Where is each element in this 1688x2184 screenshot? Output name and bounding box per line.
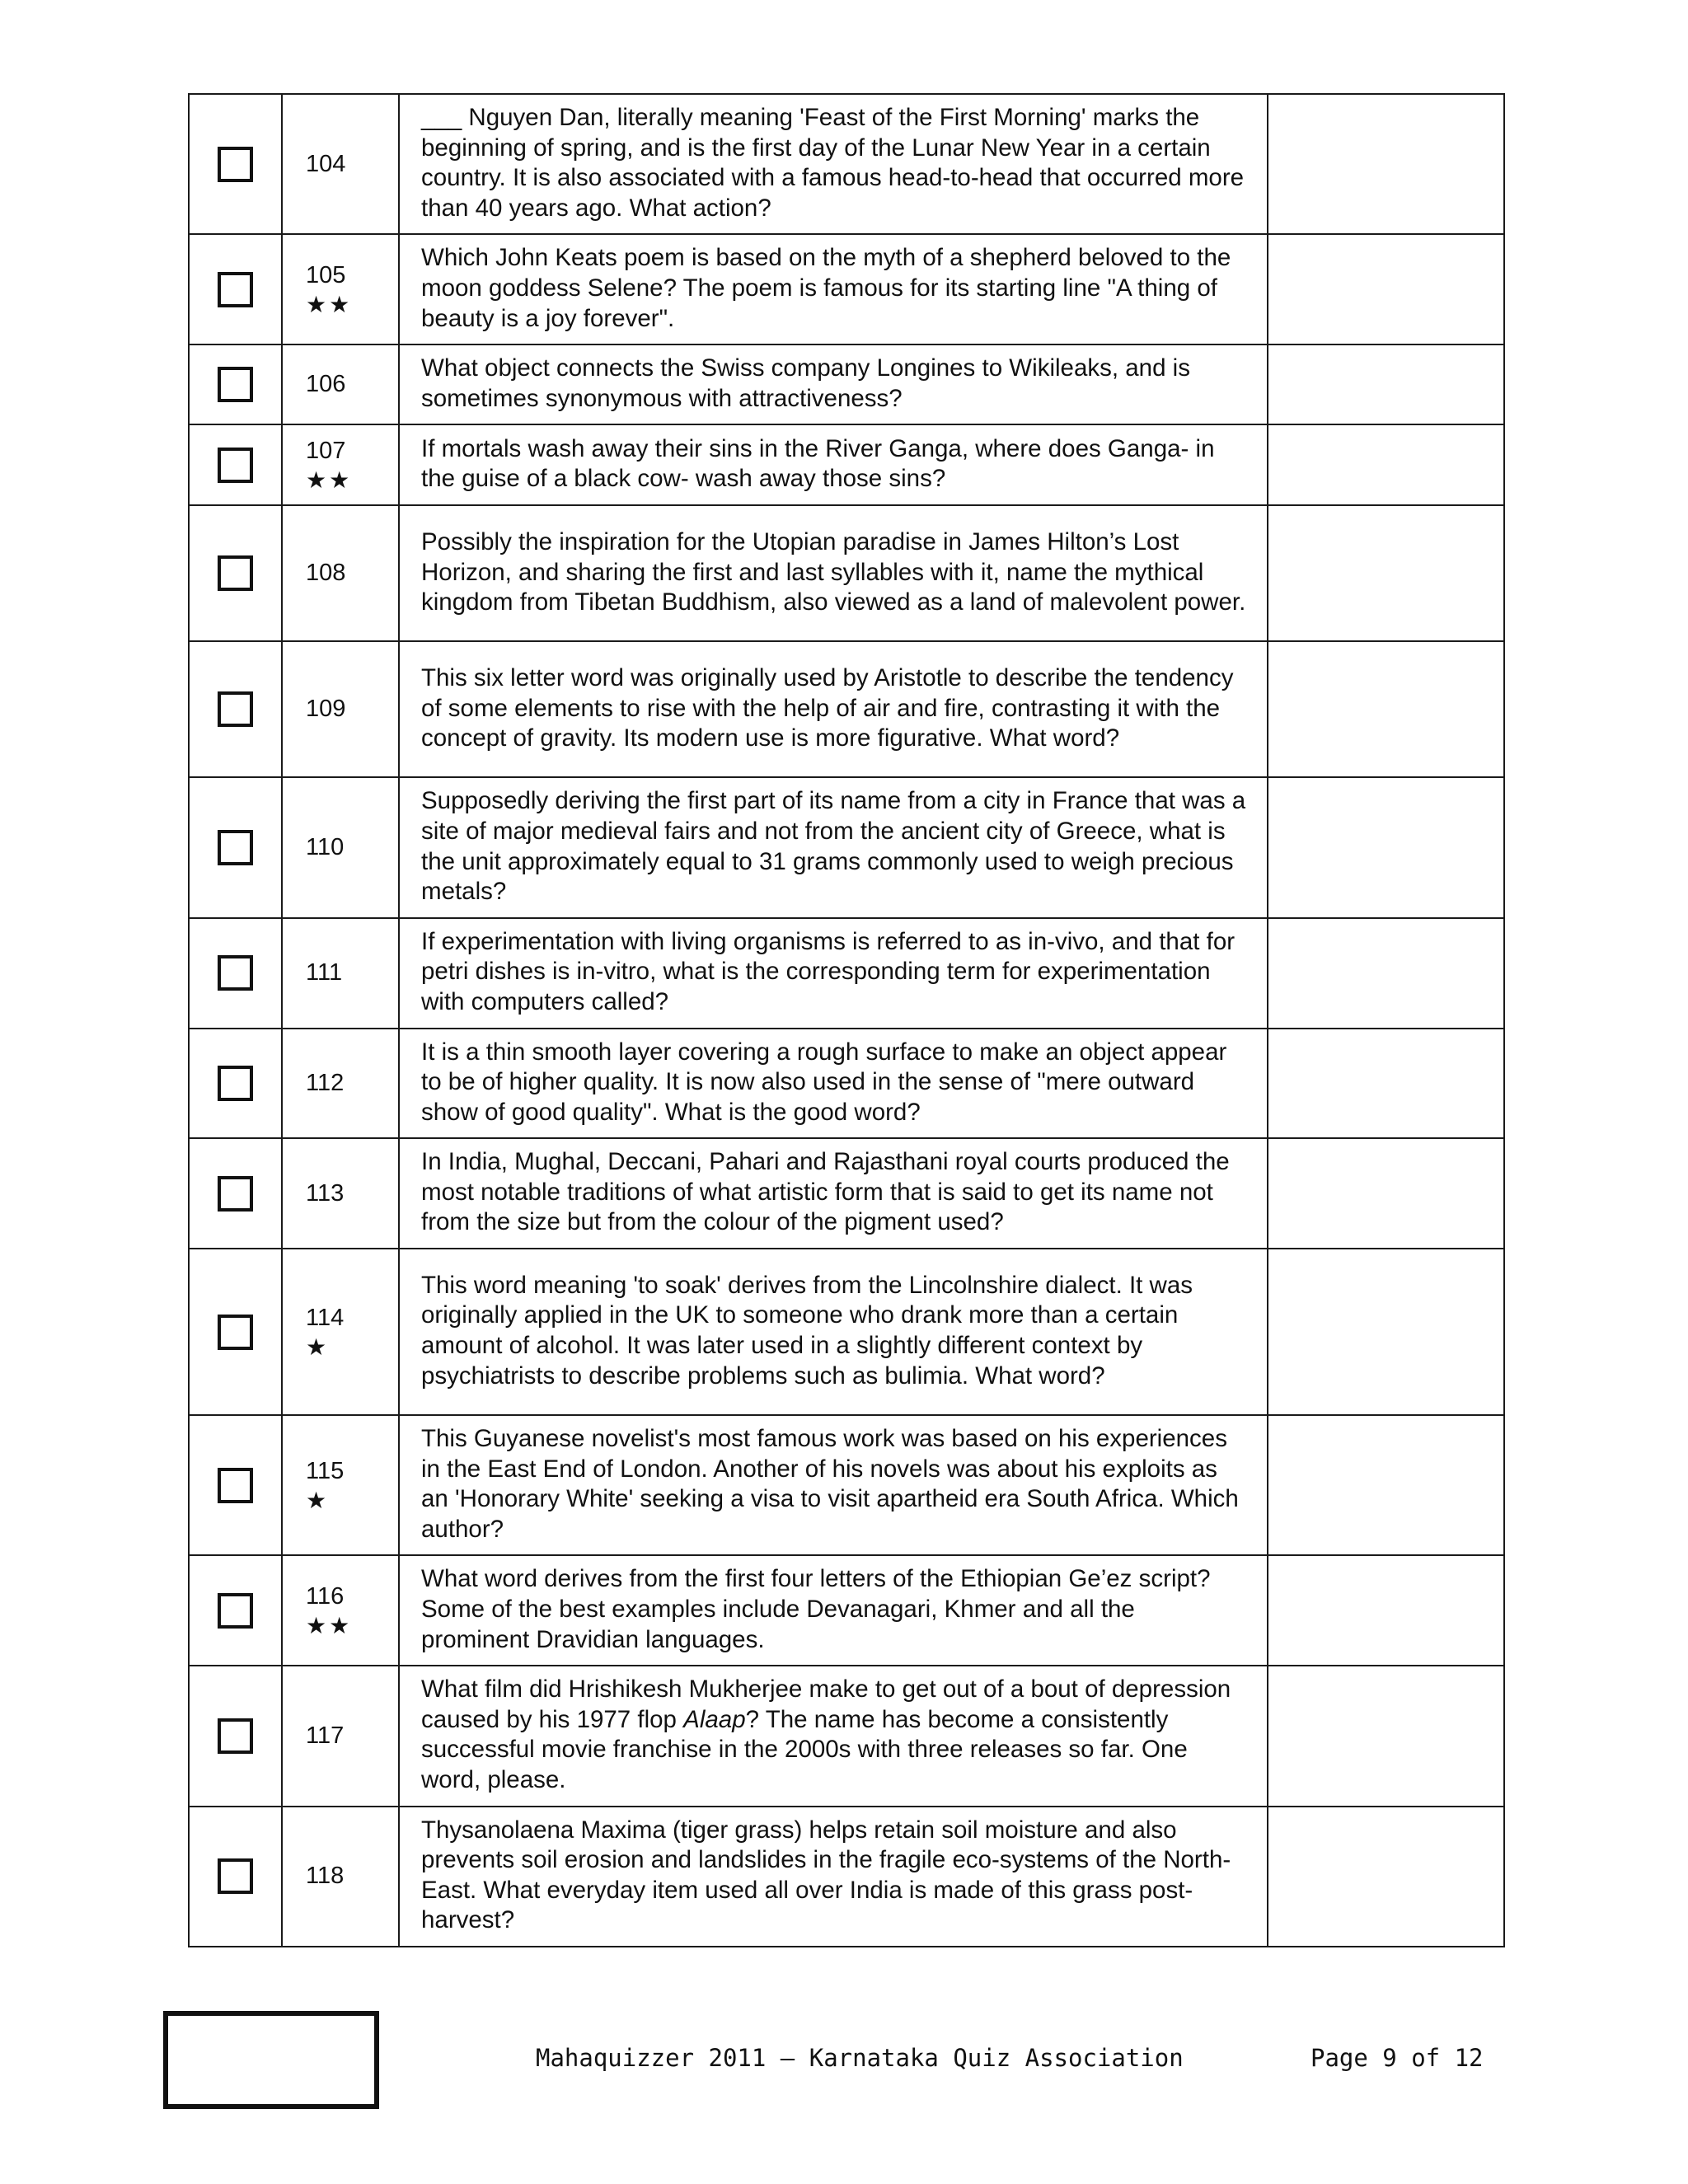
difficulty-stars: ★★ <box>306 466 353 493</box>
question-number: 112 <box>306 1069 345 1096</box>
question-number: 111 <box>306 959 343 987</box>
question-text: This word meaning 'to soak' derives from the Lincolnshire dialect. It was originally applied in the UK to someone who drank more than a certain amount of alcohol. It was later used in a slightly different context by psychiatrists to describe problems such as bulimia. What word? <box>399 1249 1268 1415</box>
checkbox-cell <box>189 1029 282 1139</box>
answer-cell[interactable] <box>1268 1249 1504 1415</box>
answer-checkbox[interactable] <box>218 1315 253 1350</box>
checkbox-cell <box>189 1807 282 1947</box>
question-number: 114 <box>306 1304 345 1331</box>
checkbox-cell <box>189 1249 282 1415</box>
question-number: 109 <box>306 696 346 723</box>
footer-title: Mahaquizzer 2011 – Karnataka Quiz Association <box>536 2044 1184 2072</box>
question-number-cell <box>282 1666 399 1806</box>
question-number-cell <box>282 918 399 1029</box>
answer-cell[interactable] <box>1268 424 1504 505</box>
question-number: 118 <box>306 1863 345 1890</box>
question-row-104 <box>189 94 1504 234</box>
answer-cell[interactable] <box>1268 94 1504 234</box>
answer-cell[interactable] <box>1268 641 1504 777</box>
answer-checkbox[interactable] <box>218 1858 253 1894</box>
question-text: Supposedly deriving the first part of its name from a city in France that was a site of major medieval fairs and not from the ancient city of Greece, what is the unit approximately equal to 31 grams commonly used to weigh precious metals? <box>399 777 1268 917</box>
question-text-part: ? The name has become a consistently successful movie franchise in the 2000s with three releases so far. One word, please. <box>421 1705 1188 1793</box>
difficulty-stars: ★ <box>306 1487 330 1513</box>
answer-checkbox[interactable] <box>218 448 253 483</box>
question-number: 115 <box>306 1457 345 1484</box>
question-row-107 <box>189 424 1504 505</box>
question-number: 107 <box>306 437 346 464</box>
checkbox-cell <box>189 234 282 344</box>
answer-cell[interactable] <box>1268 1555 1504 1666</box>
question-row-110 <box>189 777 1504 917</box>
answer-checkbox[interactable] <box>218 1593 253 1629</box>
answer-checkbox[interactable] <box>218 691 253 727</box>
question-text: What word derives from the first four letters of the Ethiopian Ge’ez script? Some of the best examples include Devanagari, Khmer and all the prominent Dravidian languages. <box>399 1555 1268 1666</box>
score-box[interactable] <box>163 2011 379 2109</box>
checkbox-cell <box>189 641 282 777</box>
question-text: This Guyanese novelist's most famous work was based on his experiences in the East End of London. Another of his novels was about his exploits as an 'Honorary White' seeking a visa to visit apartheid era South Africa. Which author? <box>399 1415 1268 1555</box>
question-number: 113 <box>306 1179 345 1207</box>
answer-checkbox[interactable] <box>218 272 253 307</box>
question-number-cell <box>282 1249 399 1415</box>
question-number-cell <box>282 777 399 917</box>
answer-cell[interactable] <box>1268 344 1504 424</box>
question-text: What object connects the Swiss company Longines to Wikileaks, and is sometimes synonymous with attractiveness? <box>399 344 1268 424</box>
question-row-113 <box>189 1138 1504 1249</box>
question-text: Thysanolaena Maxima (tiger grass) helps retain soil moisture and also prevents soil erosion and landslides in the fragile eco-systems of the North-East. What everyday item used all over India is made of this grass post-harvest? <box>399 1807 1268 1947</box>
question-number-cell <box>282 1029 399 1139</box>
question-number-cell <box>282 1415 399 1555</box>
question-number: 108 <box>306 560 346 587</box>
question-row-117 <box>189 1666 1504 1806</box>
question-number: 110 <box>306 834 345 861</box>
checkbox-cell <box>189 1138 282 1249</box>
question-row-116 <box>189 1555 1504 1666</box>
checkbox-cell <box>189 1415 282 1555</box>
question-number-cell <box>282 505 399 641</box>
answer-checkbox[interactable] <box>218 1718 253 1754</box>
answer-cell[interactable] <box>1268 1666 1504 1806</box>
question-number-cell <box>282 1807 399 1947</box>
question-text: Which John Keats poem is based on the myth of a shepherd beloved to the moon goddess Selene? The poem is famous for its starting line "A thing of beauty is a joy forever". <box>399 234 1268 344</box>
answer-cell[interactable] <box>1268 1807 1504 1947</box>
question-text: Possibly the inspiration for the Utopian paradise in James Hilton’s Lost Horizon, and sharing the first and last syllables with it, name the mythical kingdom from Tibetan Buddhism, also viewed as a land of malevolent power. <box>399 505 1268 641</box>
answer-checkbox[interactable] <box>218 555 253 591</box>
question-number-cell <box>282 1555 399 1666</box>
difficulty-stars: ★★ <box>306 1612 353 1638</box>
question-number-cell <box>282 424 399 505</box>
question-row-106 <box>189 344 1504 424</box>
question-row-105 <box>189 234 1504 344</box>
question-number: 106 <box>306 371 346 398</box>
question-text-part: What film did Hrishikesh Mukherjee make to get out of a bout of depression caused by his 1977 flop <box>421 1675 1231 1733</box>
question-text: If experimentation with living organisms is referred to as in-vivo, and that for petri dishes is in-vitro, what is the corresponding term for experimentation with computers called? <box>399 918 1268 1029</box>
answer-cell[interactable] <box>1268 777 1504 917</box>
answer-checkbox[interactable] <box>218 147 253 182</box>
answer-cell[interactable] <box>1268 1138 1504 1249</box>
answer-checkbox[interactable] <box>218 367 253 402</box>
answer-checkbox[interactable] <box>218 830 253 865</box>
question-number-cell <box>282 1138 399 1249</box>
question-row-114 <box>189 1249 1504 1415</box>
question-row-115 <box>189 1415 1504 1555</box>
question-number: 104 <box>306 150 346 177</box>
question-text: This six letter word was originally used by Aristotle to describe the tendency of some elements to rise with the help of air and fire, contrasting it with the concept of gravity. Its modern use is more figurative. What word? <box>399 641 1268 777</box>
question-text: ___ Nguyen Dan, literally meaning 'Feast of the First Morning' marks the beginning of spring, and is the first day of the Lunar New Year in a certain country. It is also associated with a famous head-to-head that occurred more than 40 years ago. What action? <box>399 94 1268 234</box>
question-text: If mortals wash away their sins in the River Ganga, where does Ganga- in the guise of a black cow- wash away those sins? <box>399 424 1268 505</box>
question-number: 117 <box>306 1722 345 1749</box>
answer-cell[interactable] <box>1268 505 1504 641</box>
question-number-cell <box>282 94 399 234</box>
difficulty-stars: ★★ <box>306 291 353 317</box>
answer-checkbox[interactable] <box>218 1066 253 1101</box>
answer-cell[interactable] <box>1268 1029 1504 1139</box>
quiz-table <box>188 93 1505 1947</box>
checkbox-cell <box>189 505 282 641</box>
checkbox-cell <box>189 918 282 1029</box>
answer-cell[interactable] <box>1268 1415 1504 1555</box>
question-text: In India, Mughal, Deccani, Pahari and Rajasthani royal courts produced the most notable traditions of what artistic form that is said to get its name not from the size but from the colour of the pigment used? <box>399 1138 1268 1249</box>
question-row-109 <box>189 641 1504 777</box>
film-title: Alaap <box>683 1705 746 1733</box>
answer-checkbox[interactable] <box>218 1176 253 1212</box>
page-number: Page 9 of 12 <box>1311 2044 1484 2072</box>
answer-checkbox[interactable] <box>218 955 253 991</box>
answer-checkbox[interactable] <box>218 1468 253 1503</box>
question-number: 116 <box>306 1582 345 1610</box>
question-number-cell <box>282 234 399 344</box>
answer-cell[interactable] <box>1268 918 1504 1029</box>
question-row-112 <box>189 1029 1504 1139</box>
checkbox-cell <box>189 1666 282 1806</box>
question-text <box>399 1666 1268 1806</box>
checkbox-cell <box>189 1555 282 1666</box>
question-number-cell <box>282 641 399 777</box>
checkbox-cell <box>189 344 282 424</box>
question-number-cell <box>282 344 399 424</box>
checkbox-cell <box>189 777 282 917</box>
question-row-118 <box>189 1807 1504 1947</box>
question-row-111 <box>189 918 1504 1029</box>
checkbox-cell <box>189 94 282 234</box>
question-text: It is a thin smooth layer covering a rough surface to make an object appear to be of higher quality. It is now also used in the sense of "mere outward show of good quality". What is the good word? <box>399 1029 1268 1139</box>
question-row-108 <box>189 505 1504 641</box>
answer-cell[interactable] <box>1268 234 1504 344</box>
checkbox-cell <box>189 424 282 505</box>
difficulty-stars: ★ <box>306 1333 330 1360</box>
question-number: 105 <box>306 261 346 288</box>
